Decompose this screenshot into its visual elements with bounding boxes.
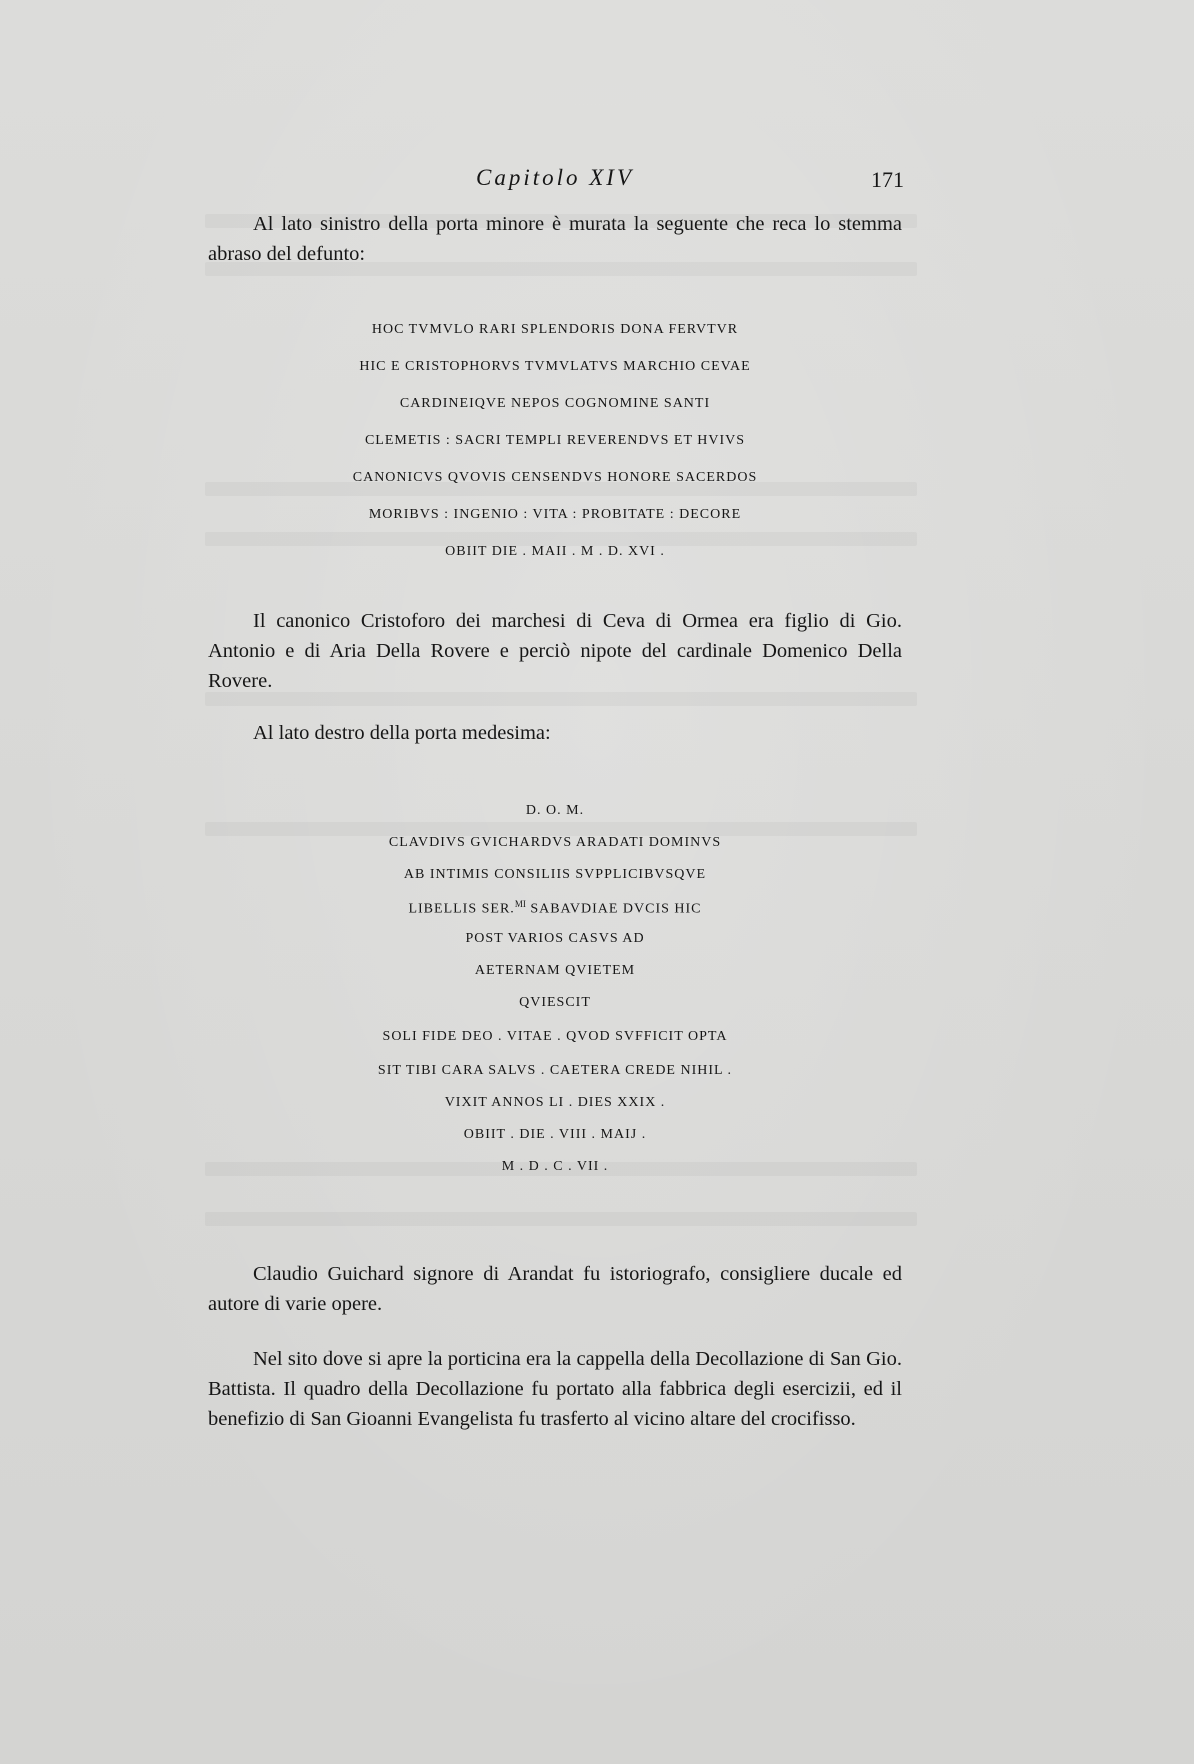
paragraph-guichard-note: Claudio Guichard signore di Arandat fu istoriografo, consigliere ducale ed autore di varie opere. xyxy=(208,1263,902,1315)
superscript-mi: MI xyxy=(514,899,526,909)
inscription-line: D. O. M. xyxy=(525,803,585,818)
inscription-line: OBIIT DIE . MAII . M . D. XVI . xyxy=(445,544,665,559)
inscription-line: MORIBVS : INGENIO : VITA : PROBITATE : DECORE xyxy=(368,507,742,522)
inscription-text: LIBELLIS SER. xyxy=(408,901,515,917)
inscription-text: SABAVDIAE DVCIS HIC xyxy=(525,901,702,917)
inscription-line: POST VARIOS CASVS AD xyxy=(465,931,645,946)
inscription-line: M . D . C . VII . xyxy=(501,1159,609,1174)
inscription-line: VIXIT ANNOS LI . DIES XXIX . xyxy=(444,1095,666,1110)
inscription-line: QVIESCIT xyxy=(519,995,591,1010)
inscription-line: CARDINEIQVE NEPOS COGNOMINE SANTI xyxy=(399,396,711,411)
paragraph-intro-right-door: Al lato destro della porta medesima: xyxy=(253,722,551,744)
inscription-line: SOLI FIDE DEO . VITAE . QVOD SVFFICIT OPTA xyxy=(382,1029,728,1044)
inscription-line: SIT TIBI CARA SALVS . CAETERA CREDE NIHIL . xyxy=(377,1063,733,1078)
inscription-line: CANONICVS QVOVIS CENSENDVS HONORE SACERDOS xyxy=(352,470,758,485)
paragraph-intro-left-door: Al lato sinistro della porta minore è murata la seguente che reca lo stemma abraso del defunto: xyxy=(208,213,902,265)
paragraph-decollazione: Nel sito dove si apre la porticina era la cappella della Decollazione di San Gio. Battista. Il quadro della Decollazione fu portato alla fabbrica degli esercizii, ed il benefizio di San Gioanni Evangelista fu trasferto al vicino altare del crocifisso. xyxy=(208,1348,902,1430)
inscription-line: AETERNAM QVIETEM xyxy=(474,963,636,978)
inscription-line: HOC TVMVLO RARI SPLENDORIS DONA FERVTVR xyxy=(371,322,739,337)
inscription-line: CLAVDIVS GVICHARDVS ARADATI DOMINVS xyxy=(388,835,722,850)
inscription-line-libellis xyxy=(206,899,904,918)
page-number: 171 xyxy=(871,167,904,192)
running-head xyxy=(206,165,904,197)
inscription-line: AB INTIMIS CONSILIIS SVPPLICIBVSQVE xyxy=(403,867,707,882)
bleed-through-line xyxy=(205,1212,917,1226)
inscription-line: HIC E CRISTOPHORVS TVMVLATVS MARCHIO CEVAE xyxy=(359,359,751,374)
inscription-line: CLEMETIS : SACRI TEMPLI REVERENDVS ET HVIVS xyxy=(364,433,746,448)
chapter-title: Capitolo XIV xyxy=(475,165,635,190)
paragraph-cristoforo-note: Il canonico Cristoforo dei marchesi di Ceva di Ormea era figlio di Gio. Antonio e di Aria Della Rovere e perciò nipote del cardinale Domenico Della Rovere. xyxy=(208,610,902,692)
inscription-line: OBIIT . DIE . VIII . MAIJ . xyxy=(463,1127,647,1142)
bleed-through-line xyxy=(205,822,917,836)
